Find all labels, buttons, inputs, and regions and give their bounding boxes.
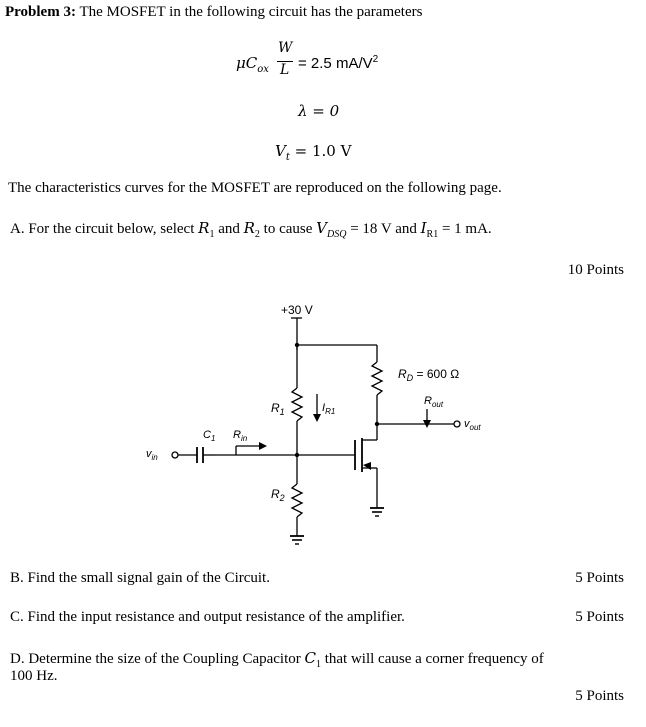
- part-a-and: and: [214, 221, 244, 237]
- vin-subscript: in: [151, 453, 158, 462]
- c1-symbol: C: [203, 429, 211, 441]
- r1-symbol: R: [271, 401, 280, 415]
- ir1-subscript: R1: [325, 407, 336, 416]
- part-d-c1: C: [304, 649, 316, 667]
- r1-subscript: 1: [279, 407, 285, 417]
- r2-symbol: R: [271, 487, 280, 501]
- vout-symbol: v: [464, 418, 470, 430]
- ir1-symbol: I: [322, 402, 326, 414]
- ox-subscript: ox: [257, 64, 269, 75]
- rd-value: = 600 Ω: [413, 367, 460, 381]
- rin-arrowhead: [259, 442, 267, 450]
- problem-label: Problem 3:: [5, 4, 76, 20]
- r1-resistor: [292, 388, 302, 421]
- vt-value: = 1.0 V: [294, 142, 352, 160]
- vout-terminal: [454, 421, 460, 427]
- part-c-text: C. Find the input resistance and output resistance of the amplifier.: [10, 609, 405, 625]
- vin-label: [146, 448, 158, 462]
- mu-cox-symbol: μC: [236, 54, 258, 72]
- part-a-ir1-sub: R1: [426, 229, 439, 240]
- k-value-text: = 2.5 mA/V: [298, 55, 373, 72]
- r1-label: [271, 401, 285, 417]
- node-top: [295, 343, 299, 347]
- part-b-text: B. Find the small signal gain of the Circuit.: [10, 570, 270, 586]
- lambda-param: λ = 0: [298, 102, 340, 120]
- part-d-text-line2: 100 Hz.: [10, 668, 58, 684]
- part-a-points: 10 Points: [567, 262, 624, 278]
- l-symbol: L: [280, 62, 290, 78]
- part-a-r2: R: [243, 219, 255, 237]
- rin-label: [233, 429, 248, 443]
- w-symbol: W: [278, 40, 293, 56]
- rout-symbol: R: [424, 395, 432, 407]
- k-value-exponent: 2: [372, 54, 379, 65]
- k-value: [298, 54, 378, 72]
- ir1-arrowhead: [313, 414, 321, 422]
- part-d-text: [10, 649, 544, 670]
- part-a-vdsq-value: = 18 V and: [346, 221, 421, 237]
- rd-subscript: D: [406, 373, 414, 383]
- circuit-diagram: [0, 290, 646, 560]
- supply-label: +30 V: [281, 303, 313, 317]
- r2-label: [271, 487, 285, 503]
- part-a-ir1: I: [420, 219, 427, 237]
- rd-resistor: [372, 362, 382, 395]
- part-a-r1-sub: 1: [209, 229, 215, 240]
- rin-symbol: R: [233, 429, 241, 441]
- rout-label: [424, 395, 444, 409]
- part-b-points: 5 Points: [575, 570, 624, 586]
- part-d-tail: that will cause a corner frequency of: [320, 651, 544, 667]
- problem-header: [5, 4, 422, 21]
- rd-label: [398, 367, 459, 383]
- vout-subscript: out: [469, 423, 481, 432]
- part-d-points: 5 Points: [575, 688, 624, 704]
- problem-intro: The MOSFET in the following circuit has the parameters: [79, 4, 423, 20]
- part-a-cause: to cause: [259, 221, 317, 237]
- vin-symbol: v: [146, 448, 152, 460]
- part-a-lead: A. For the circuit below, select: [10, 221, 199, 237]
- ir1-label: [322, 402, 335, 416]
- characteristics-text: The characteristics curves for the MOSFET are reproduced on the following page.: [8, 180, 502, 196]
- part-a-text: [10, 219, 492, 240]
- vt-symbol: V: [275, 142, 286, 160]
- source-arrowhead: [363, 462, 371, 470]
- part-a-r2-sub: 2: [254, 229, 260, 240]
- rin-subscript: in: [240, 434, 248, 443]
- node-gate: [295, 453, 299, 457]
- r2-resistor: [292, 484, 302, 517]
- part-a-vdsq-sub: DSQ: [326, 229, 347, 240]
- vin-terminal: [172, 452, 178, 458]
- vt-subscript: t: [285, 152, 290, 163]
- rout-subscript: out: [431, 400, 444, 409]
- part-a-ir1-value: = 1 mA.: [438, 221, 492, 237]
- vt-param: [275, 142, 351, 163]
- vout-label: [464, 418, 481, 432]
- part-c-points: 5 Points: [575, 609, 624, 625]
- rd-symbol: R: [398, 367, 407, 381]
- node-drain: [375, 422, 379, 426]
- c1-label: [203, 429, 215, 443]
- part-d-lead: D. Determine the size of the Coupling Capacitor: [10, 651, 305, 667]
- part-d-c1-sub: 1: [315, 659, 321, 670]
- part-a-r1: R: [198, 219, 210, 237]
- r2-subscript: 2: [279, 493, 285, 503]
- part-a-vdsq: V: [316, 219, 327, 237]
- c1-subscript: 1: [210, 434, 216, 443]
